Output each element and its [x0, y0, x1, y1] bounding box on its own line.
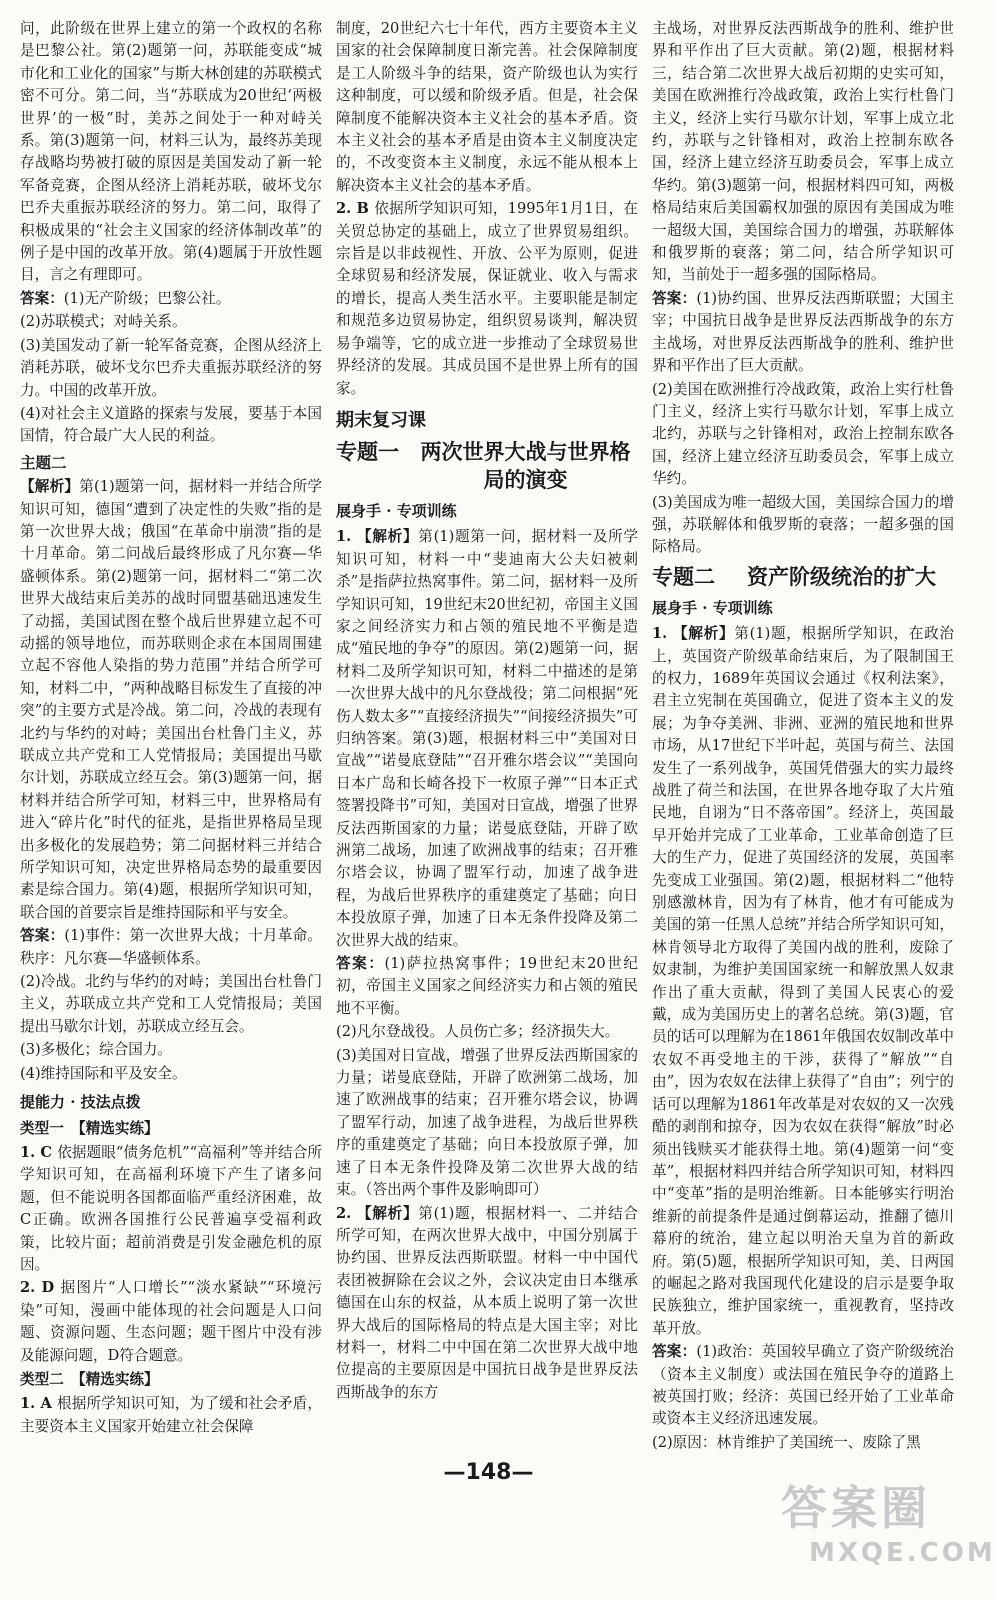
question-number: 1.: [336, 528, 358, 546]
watermark-logo-url: MXQE.COM: [809, 1538, 996, 1568]
question-text: 第(1)题，根据所学知识，在政治上，英国资产阶级革命结束后，为了限制国王的权力，1689年英国议会通过《权利法案》，君主立宪制在英国确立，促进了资本主义的发展；为争夺美洲、非洲、亚洲的殖民地和世界市场，从17世纪下半叶起，英国与荷兰、法国发生了一系列战争，英国凭借强大的实力最终战胜了荷兰和法国，在世界各地夺取了大片殖民地，自诩为“日不落帝国”。经济上，英国最早开始并完成了工业革命，工业革命创造了巨大的生产力，促进了英国经济的发展，英国率先变成工业强国。第(2)题，根据材料二“他特别感激林肯，因为有了林肯，他才有可能成为美国的第一任黑人总统”并结合所学知识可知，林肯领导北方取得了美国内战的胜利，废除了奴隶制，为维护美国国家统一和解放黑人奴隶作出了重大贡献，得到了美国人民衷心的爱戴，成为美国历史上的著名总统。第(3)题，官员的话可以理解为在1861年俄国农奴制改革中农奴不再受地主的干涉，获得了“解放”“自由”，因为农奴在法律上获得了“自由”；列宁的话可以理解为1861年改革是对农奴的又一次残酷的剥削和掠夺，因为农奴在获得“解放”时必须出钱赎买才能获得土地。第(4)题第一问“变革”，根据材料四并结合所学知识可知，材料四中“变革”指的是明治维新。日本能够实行明治维新的前提条件是通过倒幕运动，推翻了德川幕府的统治，建立起以明治天皇为首的新政府。第(5)题，根据所学知识可知，美、日两国的崛起之路对我国现代化建设的启示是要争取民族独立，维护国家统一，重视教育，坚持改革开放。: [652, 625, 954, 1337]
topic-number: 专题一: [336, 439, 399, 464]
answer-paragraph: [336, 953, 638, 1020]
page-number: —148—: [443, 1460, 534, 1485]
question-text: 依据所学知识可知，1995年1月1日，在关贸总协定的基础上，成立了世界贸易组织。宗旨是以非歧视性、开放、公平为原则，促进全球贸易和经济发展，保证就业、收入与需求的增长，提高人类生活水平。主要职能是制定和规范多边贸易协定，组织贸易谈判，解决贸易争端等，它的成立进一步推动了全球贸易世界经济的发展。其成员国不是世界上所有的国家。: [336, 200, 638, 397]
answer-text: (1)政治：英国较早确立了资产阶级统治（资本主义制度）或法国在殖民争夺的道路上被英国打败；经济：英国已经开始了工业革命或资本主义经济迅速发展。: [652, 1343, 954, 1428]
question-text: 据图片“人口增长”“淡水紧缺”“环境污染”可知，漫画中能体现的社会问题是人口问题、资源问题、生态问题；题干图片中没有涉及能源问题，D符合题意。: [20, 1279, 322, 1364]
paragraph: (2)冷战。北约与华约的对峙；美国出台杜鲁门主义，苏联成立共产党和工人党情报局；美国提出马歇尔计划，苏联成立经互会。: [20, 973, 322, 1035]
column-right: [652, 18, 954, 1455]
answer-paragraph: [652, 288, 954, 378]
paragraph: (2)凡尔登战役。人员伤亡多；经济损失大。: [336, 1023, 620, 1041]
topic-heading: [336, 438, 638, 494]
paragraph: (3)美国发动了新一轮军备竞赛，企图从经济上消耗苏联，破坏戈尔巴乔夫重振苏联经济的努力。中国的改革开放。: [20, 336, 322, 399]
question-text: 根据所学知识可知，为了缓和社会矛盾，主要资本主义国家开始建立社会保障: [20, 1395, 322, 1435]
paragraph: (4)对社会主义道路的探索与发展，要基于本国国情，符合最广大人民的利益。: [20, 404, 322, 445]
question-number: 2.: [336, 1204, 358, 1222]
question-item: [20, 1393, 322, 1438]
analysis-label: 【解析】: [20, 478, 80, 496]
question-text: 第(1)题第一问，据材料一及所学知识可知，材料一中“斐迪南大公夫妇被刺杀”是指萨拉热窝事件。第二问，据材料一及所学知识可知，19世纪末20世纪初，帝国主义国家之间经济实力和占领的殖民地不平衡是造成“殖民地的争夺”的原因。第(2)题第一问，据材料二及所学知识可知，材料二中描述的是第一次世界大战中的凡尔登战役；第二问根据“死伤人数太多”“直接经济损失”“间接经济损失”可归纳答案。第(3)题，根据材料三中“美国对日宣战”“诺曼底登陆”“召开雅尔塔会议”“美国向日本广岛和长崎各投下一枚原子弹”“日本正式签署投降书”可知，美国对日宣战，增强了世界反法西斯国家的力量；诺曼底登陆，开辟了欧洲第二战场，加速了欧洲战事的结束；召开雅尔塔会议，协调了盟军行动，加速了战争进程，为战后世界秩序的重建奠定了基础；向日本投放原子弹，加速了日本无条件投降及第二次世界大战的结束。: [336, 528, 638, 949]
answer-text: (1)协约国、世界反法西斯联盟；大国主宰；中国抗日战争是世界反法西斯战争的东方主战场，对世界反法西斯战争的胜利、维护世界和平作出了巨大贡献。: [652, 289, 954, 375]
answer-paragraph: [652, 1341, 954, 1431]
answer-text: (1)事件：第一次世界大战；十月革命。秩序：凡尔赛—华盛顿体系。: [20, 927, 322, 967]
question-text: 第(1)题，根据材料一、二并结合所学可知，在两次世界大战中，中国分别属于协约国、世界反法西斯联盟。材料一中中国代表团被摒除在会议之外，会议决定由日本继承德国在山东的权益，从本质上说明了第一次世界大战后的国际格局的特点是大国主宰；对比材料一，材料二中中国在第二次世界大战中地位提高的主要原因是中国抗日战争是世界反法西斯战争的东方: [336, 1204, 638, 1401]
type-heading: 类型二 【精选实练】: [20, 1370, 159, 1388]
paragraph: 制度，20世纪六七十年代，西方主要资本主义国家的社会保障制度日渐完善。社会保障制度是工人阶级斗争的结果，资产阶级也认为实行这种制度，可以缓和阶级矛盾。但是，社会保障制度不能解决资本主义社会的基本矛盾。资本主义社会的基本矛盾是由资本主义制度决定的，不改变资本主义制度，永远不能从根本上解决资本主义社会的基本矛盾。: [336, 20, 638, 194]
subsection-title-text: 提能力 · 技法点拨: [20, 1093, 141, 1112]
question-item: [336, 198, 638, 400]
topic-title: 两次世界大战与世界格局的演变: [420, 439, 631, 492]
column-left: [20, 18, 322, 1439]
question-item: [652, 623, 954, 1340]
question-number: 2. D: [20, 1279, 61, 1297]
topic-heading: [652, 563, 954, 591]
answer-label: 答案：: [652, 1343, 697, 1361]
paragraph: (2)原因：林肯维护了美国统一、废除了黑: [652, 1433, 921, 1451]
answer-label: 答案：: [336, 955, 385, 973]
answer-paragraph: [20, 288, 322, 310]
question-text: 依据题眼“债务危机”“高福利”等并结合所学知识可知，在高福利环境下产生了诸多问题，但不能说明各国都面临严重经济困难，故C正确。欧洲各国推行公民普遍享受福利政策，比较片面；超前消费是引发金融危机的原因。: [20, 1143, 322, 1273]
subsection-title: [652, 597, 954, 619]
question-number: 1. C: [20, 1143, 58, 1161]
question-item: [20, 1142, 322, 1276]
analysis-label: 【解析】: [673, 625, 735, 643]
question-item: [336, 526, 638, 952]
paragraph: (3)美国对日宣战，增强了世界反法西斯国家的力量；诺曼底登陆，开辟了欧洲第二战场，加速了欧洲战事的结束；召开雅尔塔会议，协调了盟军行动，加速了战争进程，为战后世界秩序的重建奠定了基础；向日本投放原子弹，加速了日本无条件投降及第二次世界大战的结束。（答出两个事件及影响即可）: [336, 1046, 638, 1199]
section-title: 主题二: [20, 452, 67, 472]
subsection-title-text: 展身手 · 专项训练: [336, 501, 457, 520]
topic-number: 专题二: [652, 564, 715, 589]
paragraph: (2)美国在欧洲推行冷战政策，政治上实行杜鲁门主义，经济上实行马歇尔计划，军事上成立北约，苏联与之针锋相对，政治上控制东欧各国，经济上建立经济互助委员会，军事上成立华约。: [652, 380, 954, 488]
analysis-text: 第(1)题第一问，据材料一并结合所学知识可知，德国“遭到了决定性的失败”指的是第一次世界大战；俄国“在革命中崩溃”指的是十月革命。第二问战后最终形成了凡尔赛—华盛顿体系。第(2)题第一问，据材料二“第二次世界大战结束后美苏的战时同盟基础迅速发生了动摇，美国试图在整个战后世界建立起不可动摇的领导地位，而苏联则企求在本国周围建立起不容他人染指的势力范围”并结合所学可知，材料二中，“两种战略目标发生了直接的冲突”的主要方式是冷战。第二问，冷战的表现有北约与华约的对峙；美国出台杜鲁门主义，苏联成立共产党和工人党情报局；美国提出马歇尔计划，苏联成立经互会。第(3)题第一问，据材料并结合所学可知，材料三中，世界格局有进入“碎片化”时代的征兆，是指世界格局呈现出多极化的发展趋势；第二问据材料三并结合所学知识可知，决定世界格局态势的最重要因素是综合国力。第(4)题，根据所学知识可知，联合国的首要宗旨是维持国际和平与安全。: [20, 478, 322, 921]
question-item: [20, 1277, 322, 1367]
question-number: 1. A: [20, 1395, 57, 1413]
answer-label: 答案：: [652, 289, 697, 307]
type-heading: 类型一 【精选实练】: [20, 1119, 159, 1137]
analysis-label: 【解析】: [357, 528, 419, 546]
topic-title: 资产阶级统治的扩大: [747, 564, 936, 589]
paragraph: (4)维持国际和平及安全。: [20, 1064, 187, 1082]
subsection-title: [20, 1091, 322, 1113]
answer-paragraph: [20, 925, 322, 970]
paragraph: (3)美国成为唯一超级大国，美国综合国力的增强，苏联解体和俄罗斯的衰落；一超多强的国际格局。: [652, 493, 954, 556]
answer-label: 答案：: [20, 289, 64, 307]
subsection-title-text: 展身手 · 专项训练: [652, 598, 773, 617]
question-number: 1.: [652, 625, 674, 643]
question-item: [336, 1203, 638, 1405]
watermark-logo: [781, 1478, 996, 1596]
watermark-logo-text: 答案圈: [781, 1481, 931, 1535]
analysis-label: 【解析】: [357, 1204, 419, 1222]
answer-text: (1)萨拉热窝事件；19世纪末20世纪初，帝国主义国家之间经济实力和占领的殖民地不平衡。: [336, 955, 638, 1017]
analysis-paragraph: [20, 476, 322, 924]
paragraph: 主战场，对世界反法西斯战争的胜利、维护世界和平作出了巨大贡献。第(2)题，根据材料三，结合第二次世界大战后初期的史实可知，美国在欧洲推行冷战政策，政治上实行杜鲁门主义，经济上实行马歇尔计划，军事上成立北约，苏联与之针锋相对，政治上控制东欧各国，经济上建立经济互助委员会，军事上成立华约。第(3)题第一问，根据材料四可知，两极格局结束后美国霸权加强的原因有美国成为唯一超级大国，美国综合国力的增强，苏联解体和俄罗斯的衰落；第二问，结合所学知识可知，当前处于一超多强的国际格局。: [652, 20, 954, 284]
answer-text: (1)无产阶级；巴黎公社。: [63, 289, 231, 307]
subsection-title: [336, 500, 638, 522]
question-number: 2. B: [336, 200, 375, 218]
paragraph: (2)苏联模式；对峙关系。: [20, 313, 187, 331]
paragraph: (3)多极化；综合国力。: [20, 1041, 173, 1059]
answer-label: 答案：: [20, 927, 65, 945]
chapter-heading: 期末复习课: [336, 409, 426, 431]
column-middle: [336, 18, 638, 1405]
paragraph: 问，此阶级在世界上建立的第一个政权的名称是巴黎公社。第(2)题第一问，苏联能变成“城市化和工业化的国家”与斯大林创建的苏联模式密不可分。第二问，当“苏联成为20世纪‘两极世界’的一极”时，美苏之间处于一种对峙关系。第(3)题第一问，材料三认为，最终苏美现存战略均势被打破的原因是美国发动了新一轮军备竞赛，企图从经济上消耗苏联，破坏戈尔巴乔夫重振苏联经济的努力。第二问，取得了积极成果的“社会主义国家的经济体制改革”的例子是中国的改革开放。第(4)题属于开放性题目，言之有理即可。: [20, 20, 322, 284]
